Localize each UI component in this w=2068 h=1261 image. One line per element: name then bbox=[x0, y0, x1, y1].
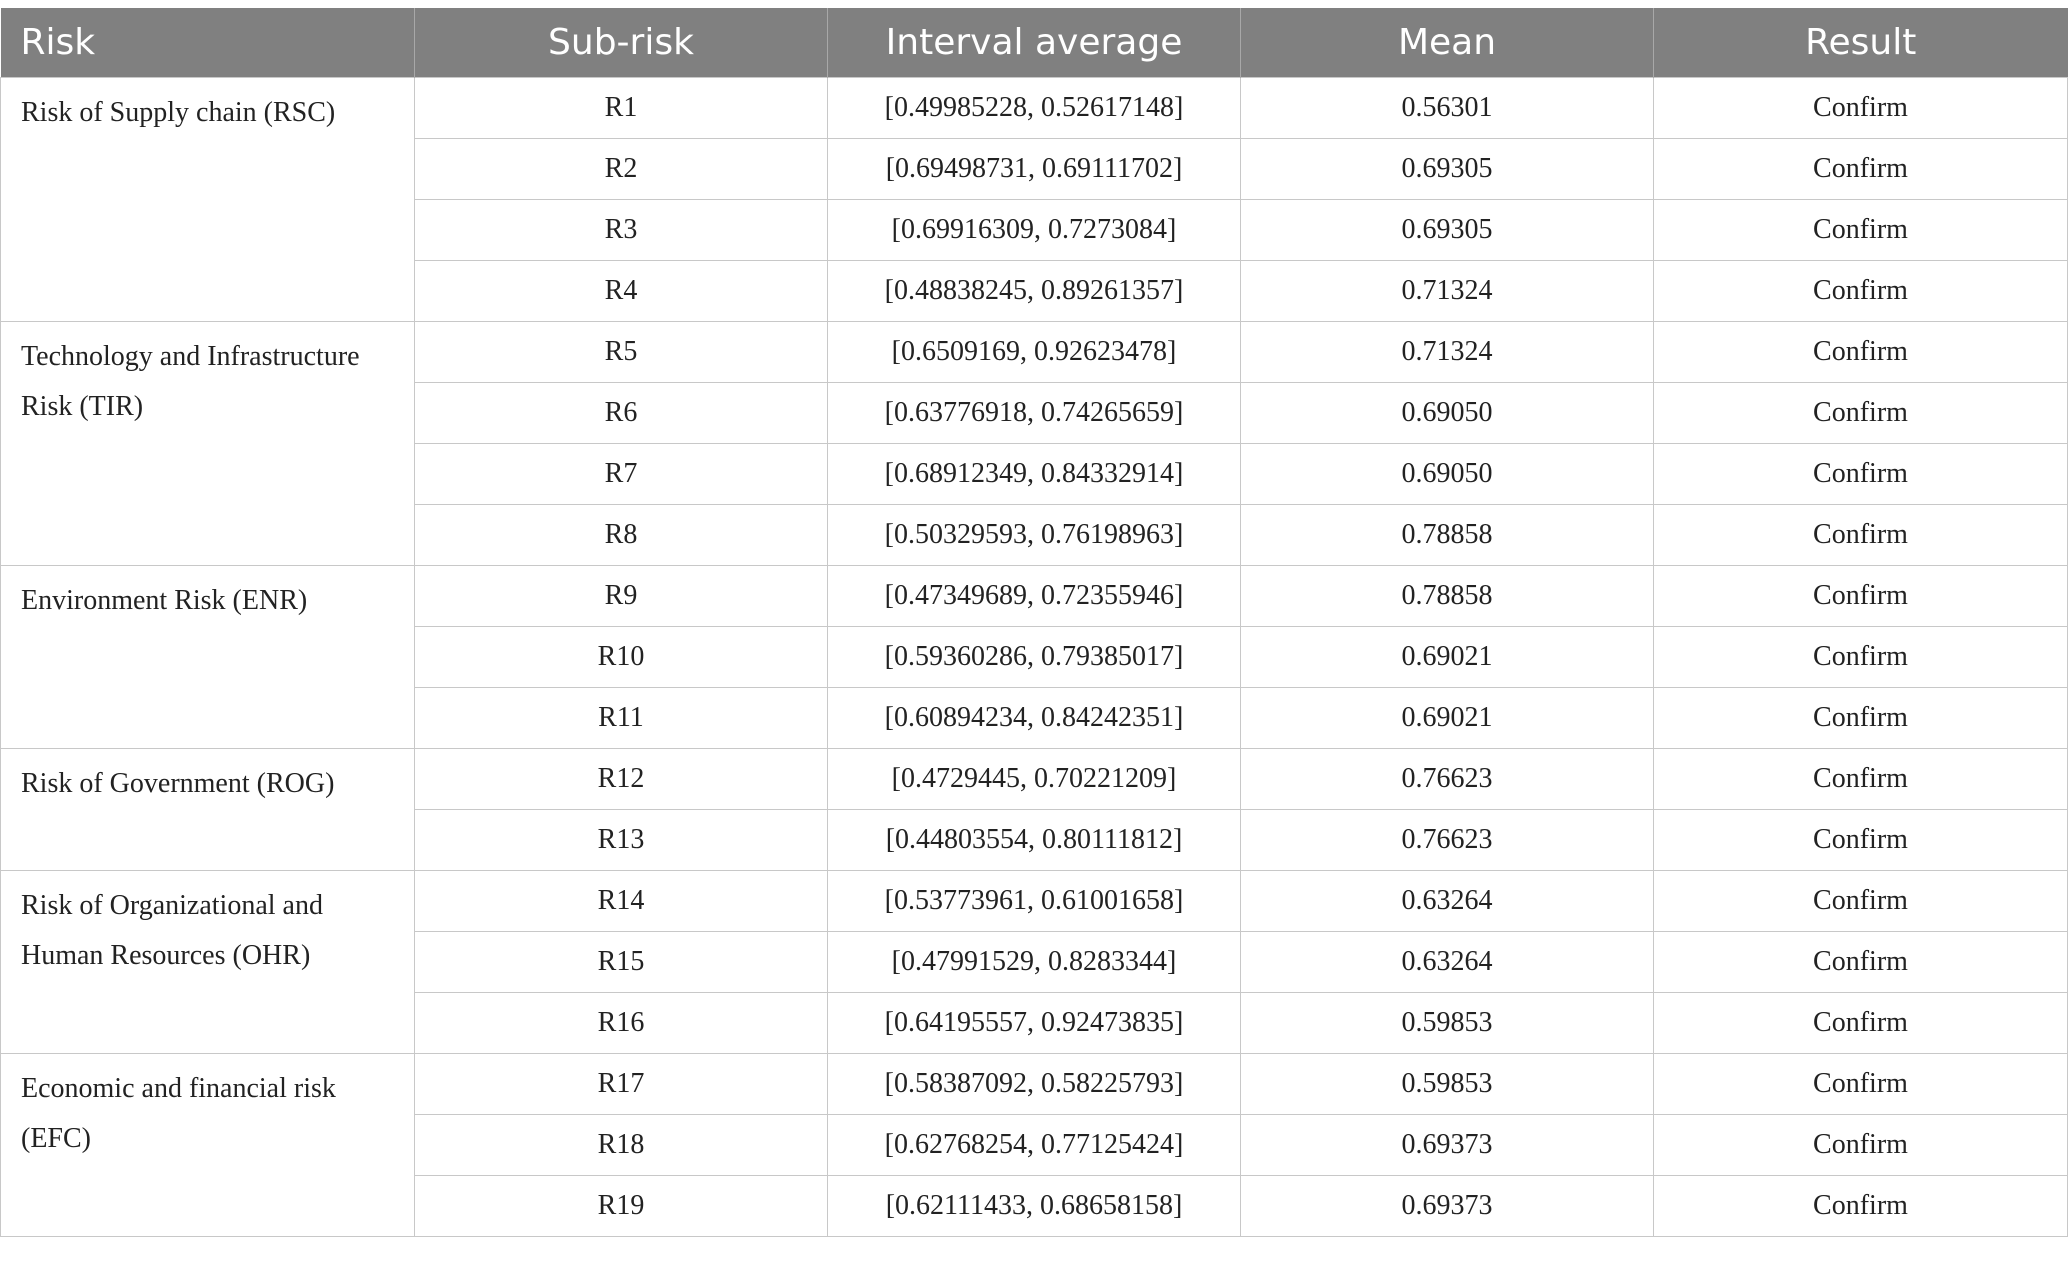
result-cell: Confirm bbox=[1654, 78, 2068, 139]
interval-average-cell: [0.69498731, 0.69111702] bbox=[828, 139, 1241, 200]
sub-risk-cell: R14 bbox=[415, 871, 828, 932]
table-row bbox=[1, 871, 2068, 932]
mean-cell: 0.69305 bbox=[1241, 139, 1654, 200]
sub-risk-cell: R3 bbox=[415, 200, 828, 261]
interval-average-cell: [0.62111433, 0.68658158] bbox=[828, 1176, 1241, 1237]
interval-average-cell: [0.68912349, 0.84332914] bbox=[828, 444, 1241, 505]
interval-average-cell: [0.48838245, 0.89261357] bbox=[828, 261, 1241, 322]
result-cell: Confirm bbox=[1654, 1054, 2068, 1115]
header-result: Result bbox=[1654, 8, 2068, 78]
mean-cell: 0.63264 bbox=[1241, 932, 1654, 993]
sub-risk-cell: R15 bbox=[415, 932, 828, 993]
mean-cell: 0.59853 bbox=[1241, 1054, 1654, 1115]
header-interval-average: Interval average bbox=[828, 8, 1241, 78]
mean-cell: 0.69050 bbox=[1241, 383, 1654, 444]
mean-cell: 0.56301 bbox=[1241, 78, 1654, 139]
result-cell: Confirm bbox=[1654, 139, 2068, 200]
table-row bbox=[1, 566, 2068, 627]
interval-average-cell: [0.47349689, 0.72355946] bbox=[828, 566, 1241, 627]
sub-risk-cell: R4 bbox=[415, 261, 828, 322]
result-cell: Confirm bbox=[1654, 688, 2068, 749]
result-cell: Confirm bbox=[1654, 322, 2068, 383]
sub-risk-cell: R16 bbox=[415, 993, 828, 1054]
mean-cell: 0.69021 bbox=[1241, 627, 1654, 688]
result-cell: Confirm bbox=[1654, 261, 2068, 322]
sub-risk-cell: R19 bbox=[415, 1176, 828, 1237]
interval-average-cell: [0.63776918, 0.74265659] bbox=[828, 383, 1241, 444]
sub-risk-cell: R17 bbox=[415, 1054, 828, 1115]
table-row bbox=[1, 749, 2068, 810]
result-cell: Confirm bbox=[1654, 383, 2068, 444]
mean-cell: 0.76623 bbox=[1241, 810, 1654, 871]
risk-category-cell: Technology and Infrastructure Risk (TIR) bbox=[1, 322, 415, 566]
risk-table-container bbox=[0, 8, 2067, 1237]
sub-risk-cell: R7 bbox=[415, 444, 828, 505]
risk-category-cell: Economic and financial risk (EFC) bbox=[1, 1054, 415, 1237]
interval-average-cell: [0.50329593, 0.76198963] bbox=[828, 505, 1241, 566]
sub-risk-cell: R12 bbox=[415, 749, 828, 810]
interval-average-cell: [0.6509169, 0.92623478] bbox=[828, 322, 1241, 383]
sub-risk-cell: R5 bbox=[415, 322, 828, 383]
risk-category-cell: Risk of Supply chain (RSC) bbox=[1, 78, 415, 322]
interval-average-cell: [0.44803554, 0.80111812] bbox=[828, 810, 1241, 871]
table-row bbox=[1, 322, 2068, 383]
risk-category-cell: Risk of Organizational and Human Resources (OHR) bbox=[1, 871, 415, 1054]
sub-risk-cell: R6 bbox=[415, 383, 828, 444]
mean-cell: 0.69050 bbox=[1241, 444, 1654, 505]
mean-cell: 0.69305 bbox=[1241, 200, 1654, 261]
mean-cell: 0.78858 bbox=[1241, 566, 1654, 627]
table-header bbox=[1, 8, 2068, 78]
risk-table bbox=[0, 8, 2068, 1237]
sub-risk-cell: R10 bbox=[415, 627, 828, 688]
sub-risk-cell: R2 bbox=[415, 139, 828, 200]
interval-average-cell: [0.4729445, 0.70221209] bbox=[828, 749, 1241, 810]
risk-category-cell: Risk of Government (ROG) bbox=[1, 749, 415, 871]
table-body bbox=[1, 78, 2068, 1237]
header-risk: Risk bbox=[1, 8, 415, 78]
result-cell: Confirm bbox=[1654, 444, 2068, 505]
interval-average-cell: [0.53773961, 0.61001658] bbox=[828, 871, 1241, 932]
sub-risk-cell: R8 bbox=[415, 505, 828, 566]
interval-average-cell: [0.62768254, 0.77125424] bbox=[828, 1115, 1241, 1176]
interval-average-cell: [0.49985228, 0.52617148] bbox=[828, 78, 1241, 139]
table-row bbox=[1, 78, 2068, 139]
table-row bbox=[1, 1054, 2068, 1115]
mean-cell: 0.78858 bbox=[1241, 505, 1654, 566]
interval-average-cell: [0.59360286, 0.79385017] bbox=[828, 627, 1241, 688]
result-cell: Confirm bbox=[1654, 932, 2068, 993]
mean-cell: 0.69373 bbox=[1241, 1115, 1654, 1176]
interval-average-cell: [0.64195557, 0.92473835] bbox=[828, 993, 1241, 1054]
sub-risk-cell: R9 bbox=[415, 566, 828, 627]
result-cell: Confirm bbox=[1654, 627, 2068, 688]
mean-cell: 0.59853 bbox=[1241, 993, 1654, 1054]
result-cell: Confirm bbox=[1654, 810, 2068, 871]
mean-cell: 0.69021 bbox=[1241, 688, 1654, 749]
mean-cell: 0.71324 bbox=[1241, 261, 1654, 322]
risk-category-cell: Environment Risk (ENR) bbox=[1, 566, 415, 749]
result-cell: Confirm bbox=[1654, 505, 2068, 566]
mean-cell: 0.71324 bbox=[1241, 322, 1654, 383]
sub-risk-cell: R11 bbox=[415, 688, 828, 749]
result-cell: Confirm bbox=[1654, 200, 2068, 261]
header-row bbox=[1, 8, 2068, 78]
result-cell: Confirm bbox=[1654, 993, 2068, 1054]
result-cell: Confirm bbox=[1654, 566, 2068, 627]
result-cell: Confirm bbox=[1654, 749, 2068, 810]
result-cell: Confirm bbox=[1654, 1115, 2068, 1176]
header-mean: Mean bbox=[1241, 8, 1654, 78]
sub-risk-cell: R1 bbox=[415, 78, 828, 139]
interval-average-cell: [0.58387092, 0.58225793] bbox=[828, 1054, 1241, 1115]
sub-risk-cell: R13 bbox=[415, 810, 828, 871]
result-cell: Confirm bbox=[1654, 871, 2068, 932]
mean-cell: 0.69373 bbox=[1241, 1176, 1654, 1237]
mean-cell: 0.76623 bbox=[1241, 749, 1654, 810]
interval-average-cell: [0.47991529, 0.8283344] bbox=[828, 932, 1241, 993]
result-cell: Confirm bbox=[1654, 1176, 2068, 1237]
header-sub-risk: Sub-risk bbox=[415, 8, 828, 78]
mean-cell: 0.63264 bbox=[1241, 871, 1654, 932]
interval-average-cell: [0.69916309, 0.7273084] bbox=[828, 200, 1241, 261]
sub-risk-cell: R18 bbox=[415, 1115, 828, 1176]
interval-average-cell: [0.60894234, 0.84242351] bbox=[828, 688, 1241, 749]
